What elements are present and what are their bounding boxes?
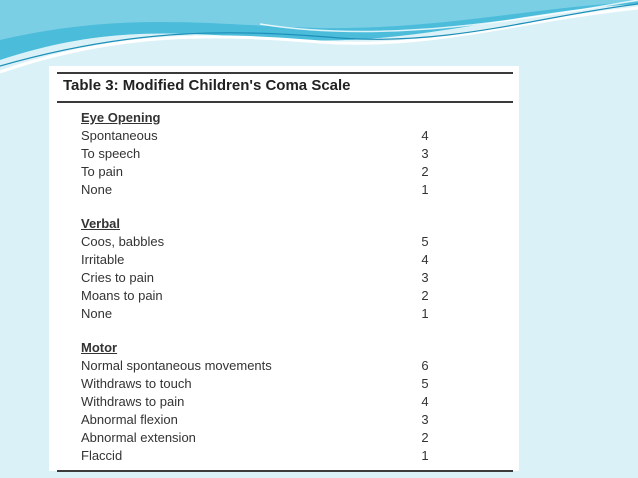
row-label: None [81, 182, 113, 197]
row-score: 3 [421, 412, 429, 427]
table-row [49, 447, 519, 465]
row-score: 3 [421, 270, 429, 285]
table-row [49, 127, 519, 145]
row-score: 2 [421, 288, 429, 303]
row-label: Moans to pain [81, 288, 163, 303]
section-verbal [49, 215, 519, 323]
table-row [49, 269, 519, 287]
table-row [49, 233, 519, 251]
row-label: Cries to pain [81, 270, 154, 285]
row-label: Flaccid [81, 448, 123, 463]
row-label: Normal spontaneous movements [81, 358, 272, 373]
row-label: Withdraws to pain [81, 394, 185, 409]
row-score: 4 [421, 128, 429, 143]
table-row [49, 145, 519, 163]
row-score: 4 [421, 394, 429, 409]
row-score: 3 [421, 146, 429, 161]
row-label: Spontaneous [81, 128, 158, 143]
table-row [49, 393, 519, 411]
row-score: 1 [421, 306, 429, 321]
section-motor [49, 339, 519, 465]
table-row [49, 429, 519, 447]
row-score: 5 [421, 376, 429, 391]
section-heading: Eye Opening [81, 110, 161, 125]
table-bottom-rule [57, 470, 513, 472]
row-score: 6 [421, 358, 429, 373]
row-score: 1 [421, 182, 429, 197]
row-label: To pain [81, 164, 123, 179]
row-score: 2 [421, 164, 429, 179]
row-label: Abnormal extension [81, 430, 196, 445]
table-row [49, 357, 519, 375]
table-row [49, 181, 519, 199]
section-heading: Motor [81, 340, 118, 355]
row-label: Abnormal flexion [81, 412, 178, 427]
row-score: 5 [421, 234, 429, 249]
table-row [49, 251, 519, 269]
row-label: To speech [81, 146, 141, 161]
row-label: Irritable [81, 252, 125, 267]
row-label: None [81, 306, 113, 321]
table-header-rule [57, 101, 513, 103]
row-score: 1 [421, 448, 429, 463]
table-row [49, 305, 519, 323]
table-row [49, 163, 519, 181]
table-row [49, 411, 519, 429]
table-top-rule [57, 72, 513, 74]
section-eye-opening [49, 109, 519, 199]
row-score: 4 [421, 252, 429, 267]
table-row [49, 287, 519, 305]
section-heading: Verbal [81, 216, 121, 231]
row-label: Coos, babbles [81, 234, 165, 249]
coma-scale-table [49, 66, 519, 471]
table-row [49, 375, 519, 393]
row-score: 2 [421, 430, 429, 445]
table-title: Table 3: Modified Children's Coma Scale [63, 77, 351, 94]
row-label: Withdraws to touch [81, 376, 192, 391]
